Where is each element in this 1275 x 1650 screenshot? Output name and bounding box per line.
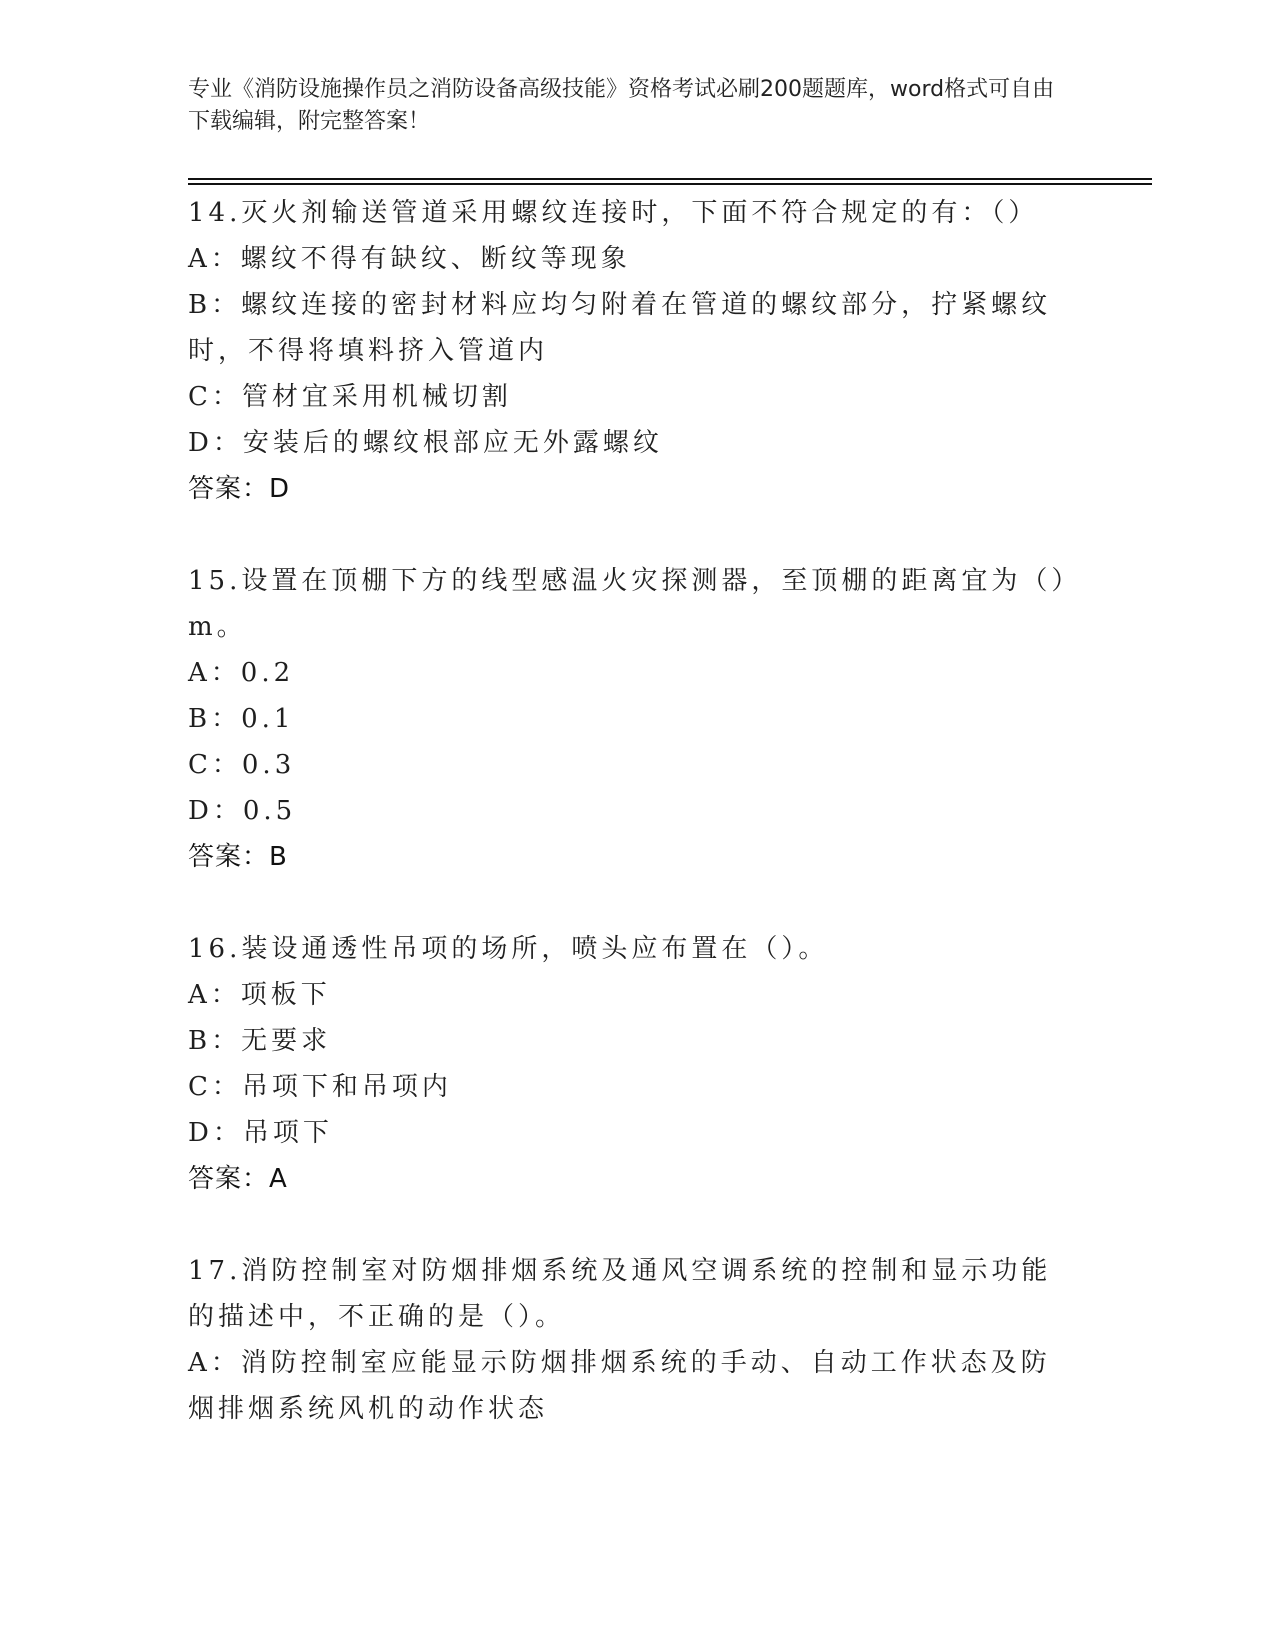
option-b: B：0.1 (188, 704, 295, 734)
question-list (188, 190, 1078, 1432)
header-divider-top (188, 178, 1152, 180)
question-stem: 15.设置在顶棚下方的线型感温火灾探测器，至顶棚的距离宜为（）m。 (188, 566, 1069, 642)
answer-label: 答案：D (188, 474, 291, 504)
question-stem: 14.灭火剂输送管道采用螺纹连接时，下面不符合规定的有：（） (188, 198, 1039, 228)
option-c: C：0.3 (188, 750, 296, 780)
question-15 (188, 558, 1078, 880)
option-a: A：螺纹不得有缺纹、断纹等现象 (188, 244, 631, 274)
header-divider-bottom (188, 183, 1152, 185)
question-spacer (188, 1202, 1078, 1248)
option-c: C：吊项下和吊项内 (188, 1072, 452, 1102)
question-14 (188, 190, 1078, 512)
option-d: D：0.5 (188, 796, 297, 826)
question-spacer (188, 512, 1078, 558)
header-text: 专业《消防设施操作员之消防设备高级技能》资格考试必刷200题题库，word格式可自由下载编辑，附完整答案！ (188, 77, 1055, 134)
question-16 (188, 926, 1078, 1202)
question-stem: 17.消防控制室对防烟排烟系统及通风空调系统的控制和显示功能的描述中，不正确的是（）。 (188, 1256, 1052, 1332)
option-a: A：消防控制室应能显示防烟排烟系统的手动、自动工作状态及防烟排烟系统风机的动作状态 (188, 1348, 1051, 1424)
option-b: B：螺纹连接的密封材料应均匀附着在管道的螺纹部分，拧紧螺纹时，不得将填料挤入管道内 (188, 290, 1052, 366)
option-c: C：管材宜采用机械切割 (188, 382, 512, 412)
option-a: A：项板下 (188, 980, 331, 1010)
question-stem: 16.装设通透性吊项的场所，喷头应布置在（）。 (188, 934, 829, 964)
option-d: D：吊项下 (188, 1118, 333, 1148)
option-b: B：无要求 (188, 1026, 332, 1056)
option-d: D：安装后的螺纹根部应无外露螺纹 (188, 428, 663, 458)
answer-label: 答案：B (188, 842, 288, 872)
option-a: A：0.2 (188, 658, 295, 688)
answer-label: 答案：A (188, 1164, 288, 1194)
document-header (188, 74, 1068, 138)
question-17 (188, 1248, 1078, 1432)
question-spacer (188, 880, 1078, 926)
